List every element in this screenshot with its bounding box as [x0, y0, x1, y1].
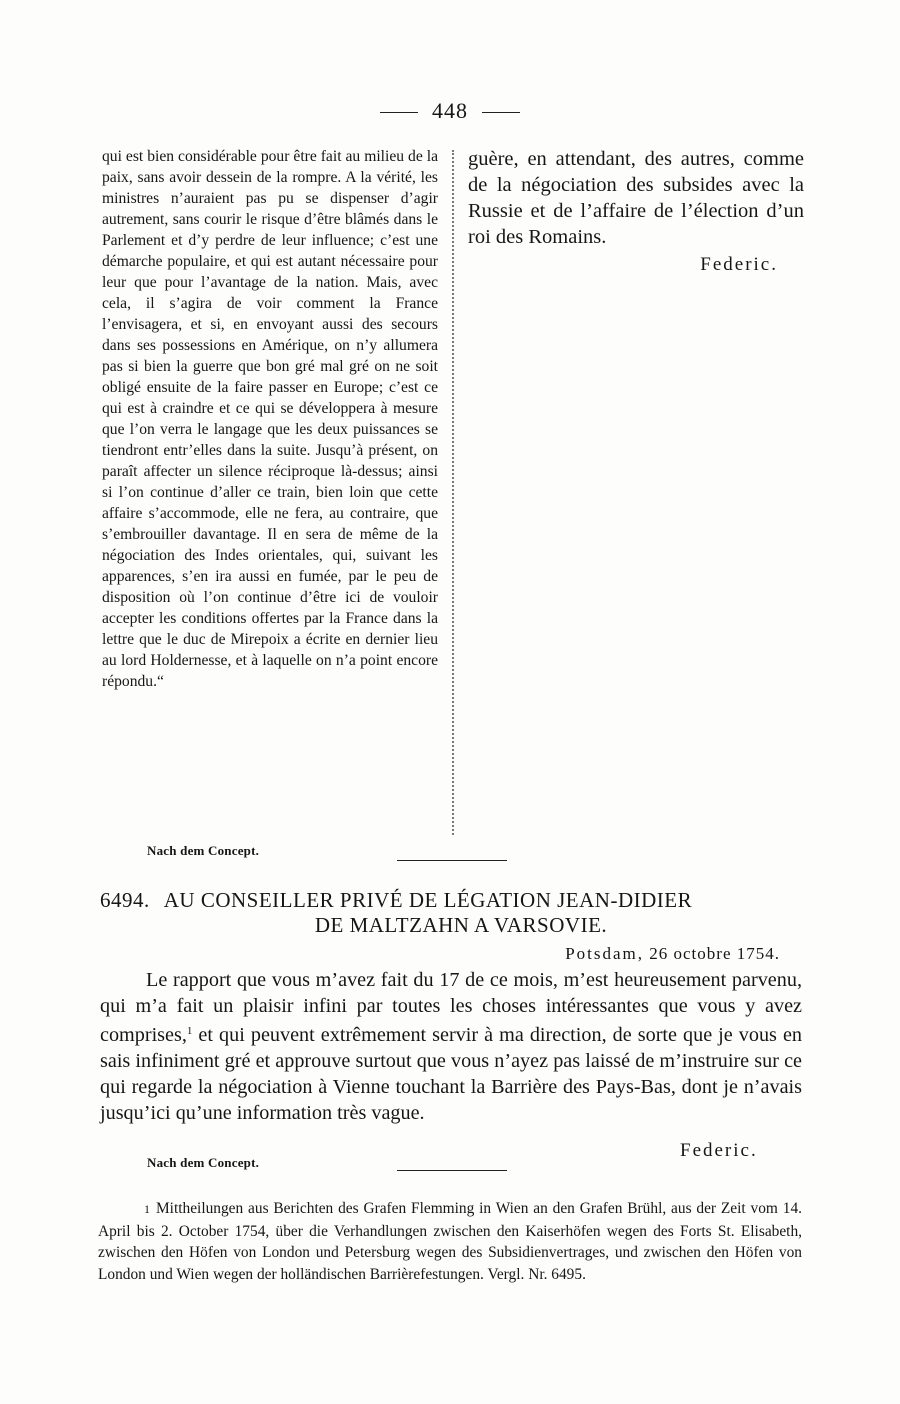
right-column — [468, 146, 804, 278]
separator-rule — [397, 860, 507, 861]
letter-paragraph — [100, 968, 802, 1126]
left-column-text: qui est bien considérable pour être fait au milieu de la paix, sans avoir dessein de la rompre. A la vérité, les ministres n’auraient pas pu se dispenser d’agir autrement, sans courir le risque d’être blâmés dans le Parlement et d’y perdre de leur influence; c’est une démarche populaire, et qui est autant nécessaire pour leur que pour l’avantage de la nation. Mais, avec cela, il s’agira de voir comment la France l’envisagera, et si, en envoyant aussi des secours dans ses possessions en Amérique, on n’y allumera pas si bien la guerre que bon gré mal gré on ne soit obligé ensuite de la faire passer en Europe; c’est ce qui est à craindre et ce qui se développera à mesure que l’on verra le langage que les deux puissances se tiendront entr’elles dans la suite. Jusqu’à présent, on paraît affecter un silence réciproque là-dessus; ainsi si l’on continue d’aller ce train, bien loin que cette affaire s’accommode, elle ne fera, au contraire, que s’embrouiller davantage. Il en sera de même de la négociation des Indes orientales, qui, suivant les apparences, s’en ira aussi en fumée, par le peu de disposition où l’on continue d’être ici de vouloir accepter les conditions offertes par la France dans la lettre que le duc de Mirepoix a écrite en dernier lieu au lord Holdernesse, et à laquelle on n’a point encore répondu.“ — [102, 148, 438, 690]
footnote-paragraph — [98, 1198, 802, 1285]
letter-heading — [100, 888, 802, 938]
letter-number: 6494. — [100, 888, 150, 912]
column-divider — [452, 150, 454, 835]
page-number: 448 — [432, 98, 468, 123]
right-column-signature: Federic. — [700, 254, 778, 275]
letter-place: Potsdam, — [565, 944, 645, 963]
letter-text-part1: Le rapport que vous m’avez fait du 17 de ce mois, m’est heureusement parvenu, qui m’a fait un plaisir infini par toutes les choses intéressantes que vous y avez comprises, — [100, 969, 802, 1047]
separator-rule-footnote — [397, 1170, 507, 1171]
letter-text-part2: et qui peuvent extrêmement servir à ma direction, de sorte que je vous en sais infiniment gré et approuve surtout que vous n’ayez pas laissé de m’instruire sur ce qui regarde la négociation à Vienne touchant la Barrière des Pays-Bas, dont je n’avais jusqu’ici qu’une information très vague. — [100, 1024, 802, 1124]
letter-date: 26 octobre 1754. — [649, 944, 780, 963]
letter-heading-line2: DE MALTZAHN A VARSOVIE. — [314, 913, 608, 937]
header-dash-right — [482, 112, 520, 113]
header-dash-left — [380, 112, 418, 113]
footnote-reference: 1 — [186, 1025, 193, 1038]
right-column-text: guère, en attendant, des autres, comme de la négociation des subsides avec la Russie et de l’affaire de l’élection d’un roi des Romains. — [468, 148, 804, 248]
source-note-letter: Nach dem Concept. — [147, 1155, 260, 1170]
letter-heading-line1: AU CONSEILLER PRIVÉ DE LÉGATION JEAN-DIDIER — [163, 888, 693, 912]
letter-dateline — [565, 944, 780, 964]
letter-signature: Federic. — [680, 1140, 758, 1161]
footnote-mark: 1 — [144, 1202, 150, 1216]
page-header — [0, 98, 900, 124]
source-note-left: Nach dem Concept. — [147, 843, 260, 858]
left-column — [102, 146, 438, 692]
footnote-text: Mittheilungen aus Berichten des Grafen Flemming in Wien an den Grafen Brühl, aus der Zeit vom 14. April bis 2. October 1754, über die Verhandlungen zwischen den Kaiserhöfen wegen des Forts St. Elisabeth, zwischen den Höfen von London und Petersburg wegen des Subsidienvertrages, und zwischen den Höfen von London und Wien wegen der holländischen Barrièrefestungen. Vergl. Nr. 6495. — [98, 1200, 802, 1283]
letter-body — [100, 968, 802, 1126]
footnote — [98, 1198, 802, 1285]
